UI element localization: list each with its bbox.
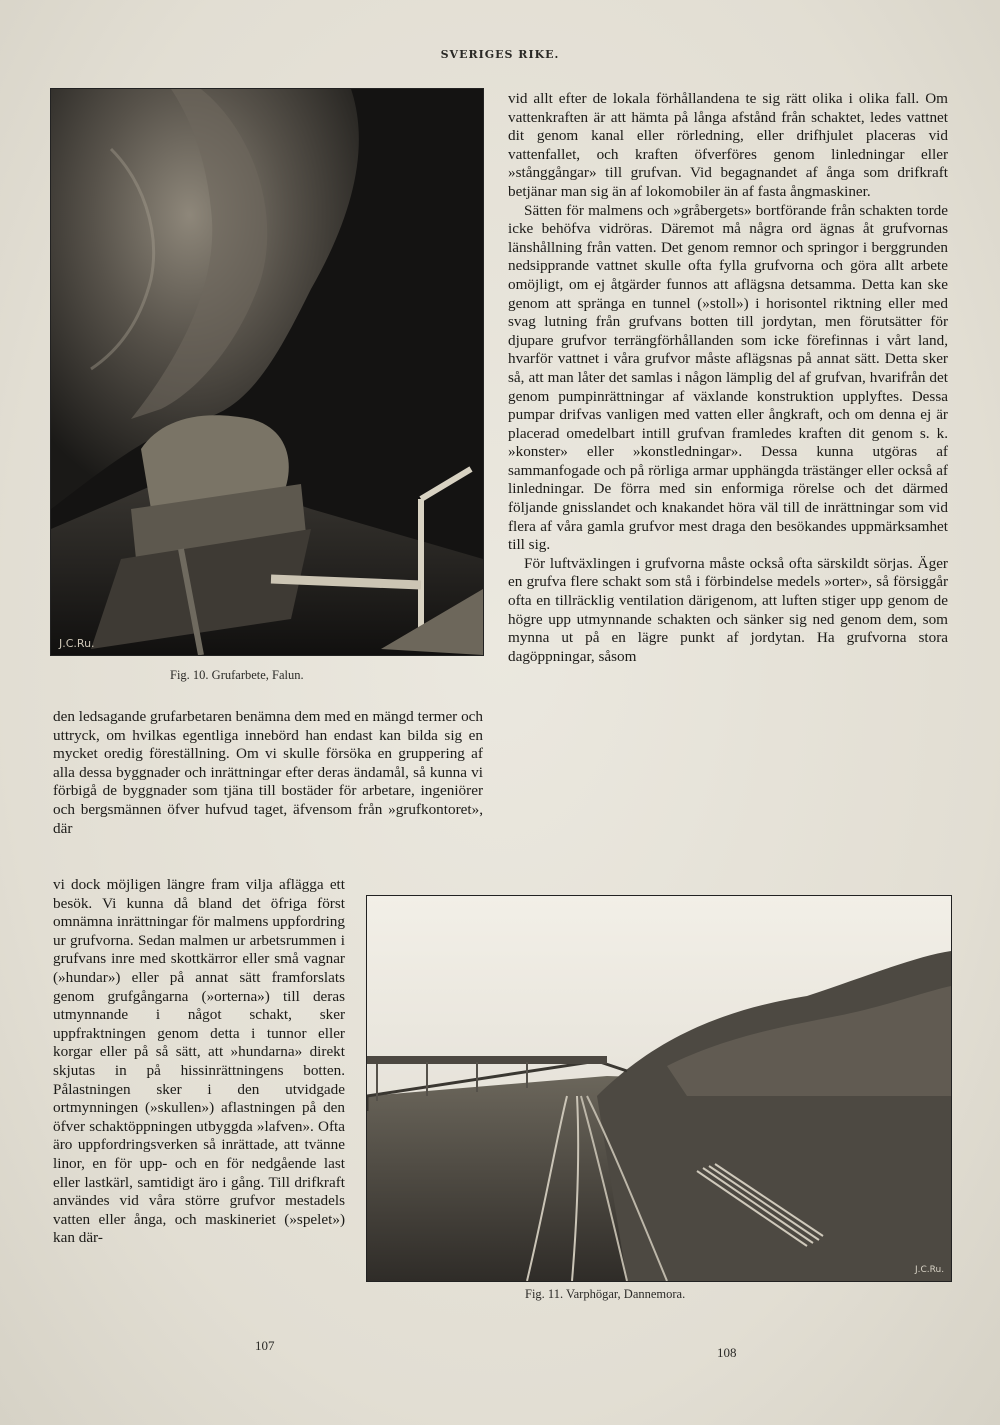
paragraph: För luftväxlingen i grufvorna måste också ofta särskildt sörjas. Äger en grufva flere schakt som stå i förbindelse medels »orter», så försiggår ofta en tillräcklig ventilation därigenom, att luften stiger upp genom de högre upp utmynnande schakten och sänker sig ned genom dem, som mynna ut på en lägre punkt af jordytan. Ha grufvorna stora dagöppningar, såsom: [508, 554, 948, 665]
left-column-text-narrow: [53, 876, 345, 1248]
page-number-left: 107: [255, 1338, 275, 1353]
figure-10-caption: Fig. 10. Grufarbete, Falun.: [170, 668, 304, 682]
right-column-text: [508, 90, 948, 666]
figure-11-waste-heaps: [366, 895, 952, 1282]
paragraph: vi dock möjligen längre fram vilja aflägga ett besök. Vi kunna då bland det öfriga först omnämna inrättningar för malmens uppfordring ur grufvorna. Sedan malmen ur arbetsrummen i grufvans inre med skottkärror eller små vagnar (»hundar») eller på annat sätt framforslats genom grufgångarna (»orterna») till deras utmynnande i något schakt, sker uppfraktningen genom detta i tunnor eller korgar eller på så sätt, att »hundarna» direkt skjutas in på hissinrättningens botten. Pålastningen sker i den utvidgade ortmynningen (»skullen») aflastningen på den öfver schaktöppningen utbyggda »lafven». Ofta äro uppfordringsverken så inrättade, att tvänne linor, en för upp- och en för nedgående last eller lastkärl, samtidigt äro i gång. Till drifkraft användes vid våra större grufvor mestadels vatten eller ånga, och maskineriet (»spelet») kan där-: [53, 876, 345, 1247]
paragraph: vid allt efter de lokala förhållandena te sig rätt olika i olika fall. Om vattenkraften är att hämta på långa afstånd från schaktet, ledes vattnet dit genom kanal eller rörledning, eller drifhjulet placeras vid vattenfallet, och kraften öfverföres genom linledningar eller »stånggångar» till grufvan. Vid begagnandet af ånga som drifkraft betjänar man sig än af lokomobiler än af fasta ångmaskiner.: [508, 90, 948, 200]
running-header: SVERIGES RIKE.: [440, 48, 560, 61]
figure-10-signature: J.C.Ru.: [59, 637, 95, 650]
figure-11-caption: Fig. 11. Varphögar, Dannemora.: [525, 1287, 686, 1301]
figure-10-mine-work: [50, 88, 484, 656]
left-column-text-wide: [53, 708, 483, 838]
page-number-right: 108: [717, 1345, 737, 1360]
paragraph: Sätten för malmens och »gråbergets» bortförande från schakten torde icke behöfva vidröras. Däremot må några ord ägnas åt grufvornas länshållning från vatten. Det genom remnor och springor i berggrunden nedsipprande vattnet skulle ofta fylla grufvorna och göra allt arbete omöjligt, om ej åtgärder funnos att aflägsna detsamma. Detta kan ske genom att spränga en tunnel (»stoll») i horisontel riktning eller med svag lutning från grufvans botten till jordytan, men förutsätter för djupare grufvor terrängförhållanden som icke förefinnas i vårt land, hvarför vattnet i våra grufvor måste aflägsnas på annat sätt. Detta sker så, att man låter det samlas i någon lämplig del af grufvan, hvarifrån det genom pumpinrättningar af växlande konstruktion upplyftes. Dessa pumpar drifvas vanligen med vatten eller ångkraft, och om denna ej är placerad omedelbart intill grufvan framledes kraften dit genom s. k. »konster» eller »konstledningar». Dessa kunna utgöras af sammanfogade och på rörliga armar upphängda trästänger eller också af linledningar. De förra med sin enformiga rörelse och det därmed följande gnisslandet och knakandet höra väl till de inrättningar som vid flera af våra gamla grufvor mest draga den besökandes uppmärksamhet till sig.: [508, 201, 948, 554]
paragraph: den ledsagande grufarbetaren benämna dem med en mängd termer och uttryck, om hvilkas egentliga innebörd han endast kan bilda sig en mycket oredig föreställning. Om vi skulle försöka en gruppering af alla dessa byggnader och inrättningar efter deras ändamål, så kunna vi förbigå de byggnader som tjäna till bostäder för arbetare, ingeniörer och bergsmännen öfver hufvud taget, äfvensom från »grufkontoret», där: [53, 708, 483, 837]
figure-11-signature: J.C.Ru.: [915, 1265, 945, 1275]
